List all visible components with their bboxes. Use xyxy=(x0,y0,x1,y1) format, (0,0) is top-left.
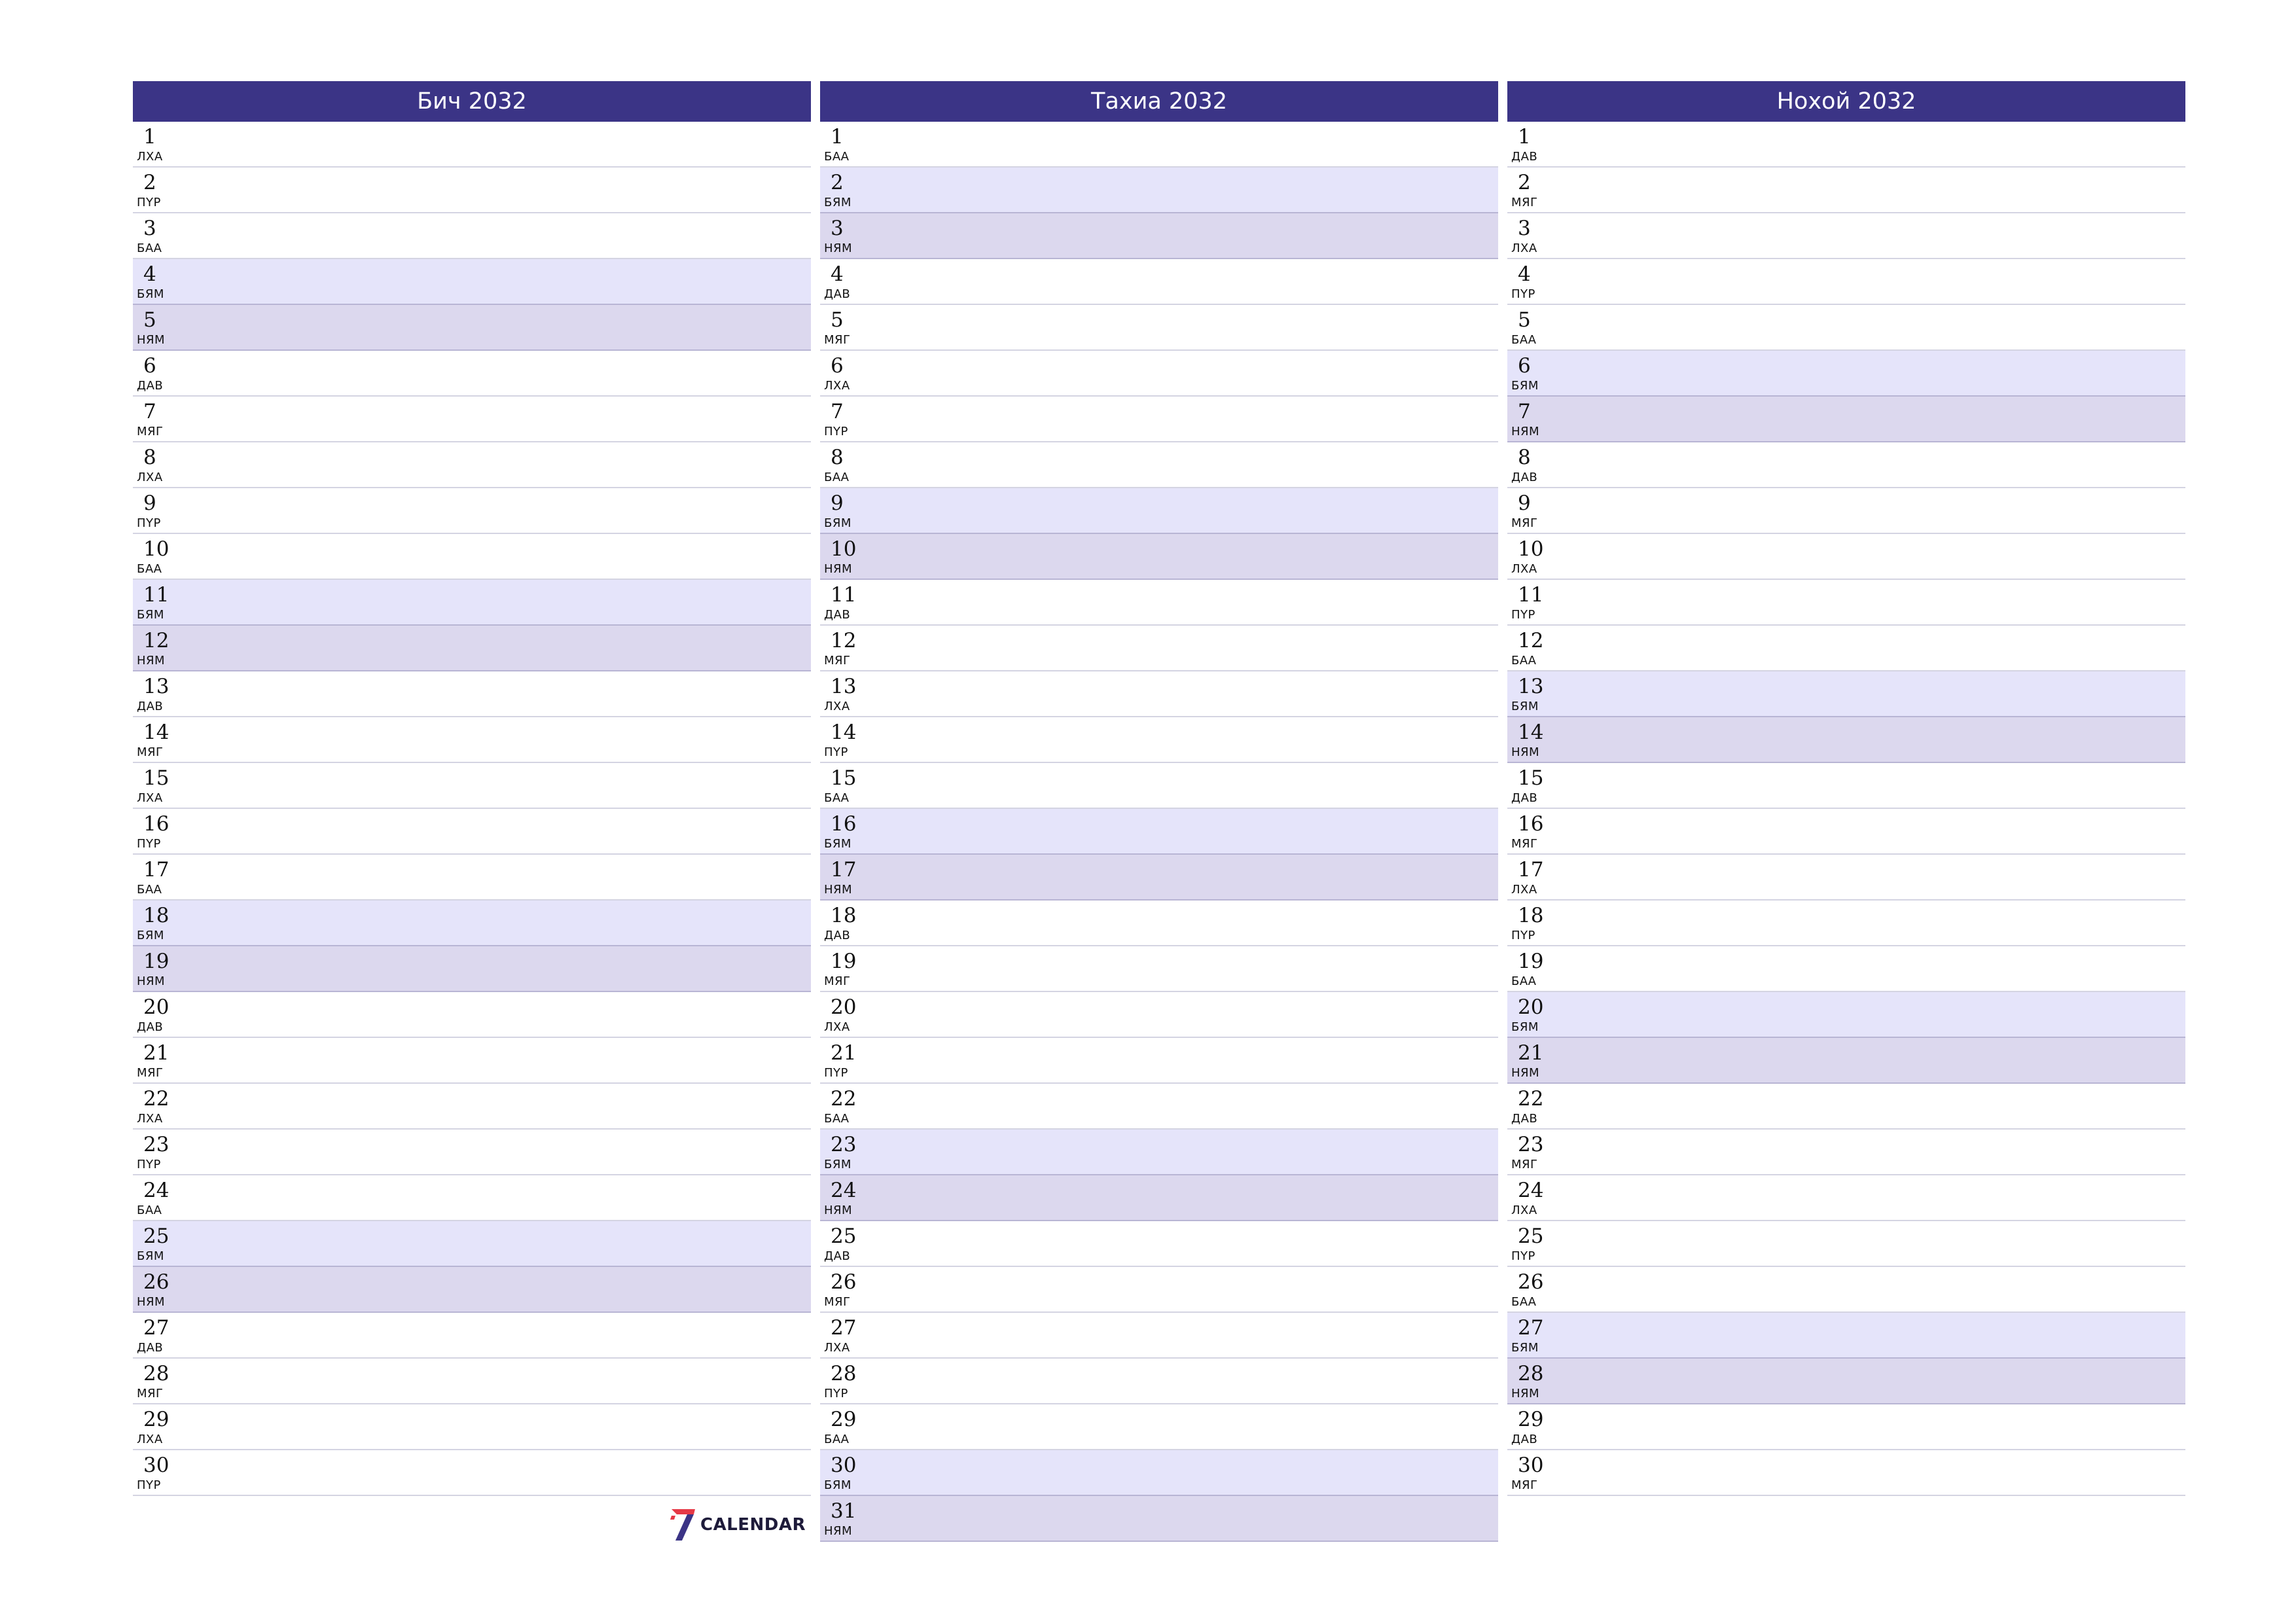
day-row[interactable] xyxy=(1507,1175,2185,1221)
day-row[interactable] xyxy=(1507,305,2185,351)
weekday-label: БЯМ xyxy=(824,516,852,530)
weekday-label: БЯМ xyxy=(137,929,164,942)
weekday-label: ПҮР xyxy=(824,745,848,759)
weekday-label: МЯГ xyxy=(137,1387,164,1400)
day-row-saturday[interactable] xyxy=(1507,1313,2185,1359)
day-list xyxy=(820,122,1498,1542)
day-row[interactable] xyxy=(820,1313,1498,1359)
day-number: 28 xyxy=(143,1362,170,1385)
day-number: 26 xyxy=(831,1270,857,1294)
day-row[interactable] xyxy=(1507,1221,2185,1267)
day-number: 9 xyxy=(143,491,156,515)
day-number: 23 xyxy=(831,1133,857,1156)
day-number: 5 xyxy=(143,308,156,332)
day-number: 2 xyxy=(1518,171,1531,194)
day-row[interactable] xyxy=(1507,763,2185,809)
weekday-label: ДАВ xyxy=(1511,1433,1538,1446)
weekday-label: ДАВ xyxy=(1511,150,1538,164)
day-list xyxy=(133,122,811,1496)
weekday-label: НЯМ xyxy=(1511,1066,1540,1080)
weekday-label: ЛХА xyxy=(137,150,163,164)
weekday-label: БЯМ xyxy=(137,608,164,622)
day-number: 4 xyxy=(143,262,156,286)
day-row-saturday[interactable] xyxy=(133,580,811,626)
day-number: 13 xyxy=(143,675,170,698)
weekday-label: ДАВ xyxy=(137,379,164,393)
weekday-label: БЯМ xyxy=(824,1478,852,1492)
weekday-label: ПҮР xyxy=(824,1387,848,1400)
weekday-label: МЯГ xyxy=(1511,196,1538,209)
day-number: 29 xyxy=(143,1408,170,1431)
day-number: 11 xyxy=(1518,583,1544,607)
day-number: 14 xyxy=(831,721,857,744)
day-row[interactable] xyxy=(1507,1084,2185,1130)
day-number: 17 xyxy=(1518,858,1544,882)
day-number: 24 xyxy=(1518,1179,1544,1202)
weekday-label: ПҮР xyxy=(1511,1249,1535,1263)
day-row[interactable] xyxy=(133,1175,811,1221)
weekday-label: МЯГ xyxy=(137,425,164,438)
day-number: 26 xyxy=(1518,1270,1544,1294)
day-number: 25 xyxy=(1518,1224,1544,1248)
day-row[interactable] xyxy=(1507,488,2185,534)
day-number: 17 xyxy=(831,858,857,882)
day-row[interactable] xyxy=(1507,946,2185,992)
weekday-label: ЛХА xyxy=(824,700,850,713)
day-number: 15 xyxy=(831,766,857,790)
day-number: 19 xyxy=(143,950,170,973)
day-number: 18 xyxy=(143,904,170,927)
day-row[interactable] xyxy=(133,1359,811,1404)
day-row-sunday[interactable] xyxy=(1507,397,2185,442)
day-row[interactable] xyxy=(133,168,811,213)
day-number: 25 xyxy=(831,1224,857,1248)
weekday-label: ЛХА xyxy=(137,1433,163,1446)
day-number: 27 xyxy=(1518,1316,1544,1340)
day-number: 22 xyxy=(143,1087,170,1111)
day-row[interactable] xyxy=(820,1404,1498,1450)
day-number: 2 xyxy=(831,171,844,194)
day-number: 5 xyxy=(831,308,844,332)
day-row[interactable] xyxy=(1507,1404,2185,1450)
day-row-sunday[interactable] xyxy=(1507,717,2185,763)
day-number: 21 xyxy=(831,1041,857,1065)
weekday-label: БАА xyxy=(824,471,850,484)
day-number: 21 xyxy=(1518,1041,1544,1065)
day-number: 23 xyxy=(1518,1133,1544,1156)
day-number: 7 xyxy=(831,400,844,423)
day-row[interactable] xyxy=(1507,534,2185,580)
day-number: 3 xyxy=(143,217,156,240)
day-row[interactable] xyxy=(1507,1450,2185,1496)
weekday-label: ДАВ xyxy=(824,287,851,301)
day-row-sunday[interactable] xyxy=(820,1175,1498,1221)
weekday-label: БАА xyxy=(137,241,162,255)
day-number: 27 xyxy=(143,1316,170,1340)
day-number: 4 xyxy=(1518,262,1531,286)
weekday-label: МЯГ xyxy=(824,974,851,988)
weekday-label: БАА xyxy=(824,150,850,164)
day-row[interactable] xyxy=(820,305,1498,351)
weekday-label: НЯМ xyxy=(824,1204,853,1217)
month-title: Бич 2032 xyxy=(133,81,811,122)
weekday-label: БЯМ xyxy=(1511,1341,1539,1355)
weekday-label: МЯГ xyxy=(1511,516,1538,530)
day-row[interactable] xyxy=(820,580,1498,626)
weekday-label: ЛХА xyxy=(137,471,163,484)
weekday-label: БАА xyxy=(1511,974,1537,988)
weekday-label: МЯГ xyxy=(824,1295,851,1309)
day-row[interactable] xyxy=(820,992,1498,1038)
day-row-sunday[interactable] xyxy=(1507,1359,2185,1404)
day-row[interactable] xyxy=(133,397,811,442)
day-number: 16 xyxy=(831,812,857,836)
day-number: 6 xyxy=(143,354,156,378)
day-row-sunday[interactable] xyxy=(820,213,1498,259)
day-number: 8 xyxy=(831,446,844,469)
month-column xyxy=(820,81,1498,1542)
weekday-label: БАА xyxy=(1511,333,1537,347)
day-number: 29 xyxy=(1518,1408,1544,1431)
day-number: 20 xyxy=(1518,995,1544,1019)
day-number: 11 xyxy=(143,583,170,607)
weekday-label: ПҮР xyxy=(137,1158,161,1171)
day-number: 14 xyxy=(143,721,170,744)
weekday-label: ПҮР xyxy=(1511,929,1535,942)
day-number: 12 xyxy=(1518,629,1544,652)
day-number: 8 xyxy=(1518,446,1531,469)
weekday-label: ПҮР xyxy=(137,196,161,209)
day-row[interactable] xyxy=(1507,122,2185,168)
day-number: 27 xyxy=(831,1316,857,1340)
day-row[interactable] xyxy=(820,1267,1498,1313)
day-row[interactable] xyxy=(820,901,1498,946)
weekday-label: ЛХА xyxy=(824,379,850,393)
day-row-sunday[interactable] xyxy=(133,946,811,992)
day-row[interactable] xyxy=(133,351,811,397)
day-row[interactable] xyxy=(1507,1267,2185,1313)
day-row[interactable] xyxy=(133,213,811,259)
day-row[interactable] xyxy=(133,992,811,1038)
day-number: 14 xyxy=(1518,721,1544,744)
day-row-sunday[interactable] xyxy=(1507,1038,2185,1084)
weekday-label: МЯГ xyxy=(1511,837,1538,851)
day-row[interactable] xyxy=(133,763,811,809)
logo-text: CALENDAR xyxy=(700,1515,806,1535)
weekday-label: НЯМ xyxy=(824,241,853,255)
day-row[interactable] xyxy=(133,809,811,855)
weekday-label: НЯМ xyxy=(824,1524,853,1538)
day-row[interactable] xyxy=(820,1359,1498,1404)
day-row[interactable] xyxy=(133,1130,811,1175)
weekday-label: ДАВ xyxy=(137,700,164,713)
weekday-label: НЯМ xyxy=(824,883,853,897)
weekday-label: ПҮР xyxy=(1511,608,1535,622)
day-row[interactable] xyxy=(133,717,811,763)
weekday-label: НЯМ xyxy=(1511,425,1540,438)
day-number: 13 xyxy=(831,675,857,698)
day-number: 7 xyxy=(1518,400,1531,423)
weekday-label: БАА xyxy=(1511,654,1537,668)
weekday-label: ЛХА xyxy=(1511,562,1537,576)
calendar-grid xyxy=(133,81,2185,1542)
day-number: 10 xyxy=(1518,537,1544,561)
day-number: 1 xyxy=(831,125,844,149)
weekday-label: ДАВ xyxy=(824,608,851,622)
weekday-label: НЯМ xyxy=(137,333,166,347)
day-row-sunday[interactable] xyxy=(820,855,1498,901)
day-row-saturday[interactable] xyxy=(133,1221,811,1267)
day-number: 12 xyxy=(143,629,170,652)
day-number: 15 xyxy=(143,766,170,790)
day-row[interactable] xyxy=(1507,213,2185,259)
day-row[interactable] xyxy=(820,397,1498,442)
day-number: 30 xyxy=(143,1454,170,1477)
weekday-label: БАА xyxy=(824,1112,850,1126)
day-number: 16 xyxy=(1518,812,1544,836)
weekday-label: БЯМ xyxy=(1511,1020,1539,1034)
day-number: 16 xyxy=(143,812,170,836)
day-row[interactable] xyxy=(820,122,1498,168)
weekday-label: ДАВ xyxy=(137,1341,164,1355)
day-row[interactable] xyxy=(1507,809,2185,855)
day-number: 21 xyxy=(143,1041,170,1065)
day-number: 1 xyxy=(1518,125,1531,149)
day-row[interactable] xyxy=(1507,442,2185,488)
day-row-saturday[interactable] xyxy=(820,488,1498,534)
day-number: 26 xyxy=(143,1270,170,1294)
weekday-label: ЛХА xyxy=(1511,883,1537,897)
day-row[interactable] xyxy=(820,626,1498,671)
day-row[interactable] xyxy=(133,1450,811,1496)
day-number: 19 xyxy=(1518,950,1544,973)
weekday-label: НЯМ xyxy=(137,1295,166,1309)
day-row[interactable] xyxy=(820,1038,1498,1084)
day-row-saturday[interactable] xyxy=(1507,671,2185,717)
day-number: 29 xyxy=(831,1408,857,1431)
day-number: 9 xyxy=(831,491,844,515)
day-number: 11 xyxy=(831,583,857,607)
weekday-label: МЯГ xyxy=(137,1066,164,1080)
day-row[interactable] xyxy=(1507,259,2185,305)
weekday-label: МЯГ xyxy=(1511,1478,1538,1492)
weekday-label: ПҮР xyxy=(1511,287,1535,301)
weekday-label: ЛХА xyxy=(824,1341,850,1355)
day-row-saturday[interactable] xyxy=(820,1130,1498,1175)
weekday-label: МЯГ xyxy=(824,654,851,668)
day-row[interactable] xyxy=(820,763,1498,809)
day-row[interactable] xyxy=(133,122,811,168)
weekday-label: ДАВ xyxy=(137,1020,164,1034)
weekday-label: ПҮР xyxy=(137,516,161,530)
day-row-saturday[interactable] xyxy=(820,809,1498,855)
weekday-label: БЯМ xyxy=(1511,379,1539,393)
day-row[interactable] xyxy=(1507,1130,2185,1175)
weekday-label: ДАВ xyxy=(1511,1112,1538,1126)
day-row[interactable] xyxy=(1507,580,2185,626)
day-number: 5 xyxy=(1518,308,1531,332)
day-number: 4 xyxy=(831,262,844,286)
day-number: 6 xyxy=(1518,354,1531,378)
day-number: 22 xyxy=(831,1087,857,1111)
day-row[interactable] xyxy=(820,351,1498,397)
day-number: 17 xyxy=(143,858,170,882)
day-row[interactable] xyxy=(820,946,1498,992)
day-number: 25 xyxy=(143,1224,170,1248)
weekday-label: ПҮР xyxy=(824,1066,848,1080)
day-number: 19 xyxy=(831,950,857,973)
day-row-saturday[interactable] xyxy=(1507,351,2185,397)
day-row[interactable] xyxy=(133,442,811,488)
day-row[interactable] xyxy=(133,671,811,717)
day-row[interactable] xyxy=(1507,626,2185,671)
weekday-label: БЯМ xyxy=(137,1249,164,1263)
weekday-label: НЯМ xyxy=(1511,745,1540,759)
day-row[interactable] xyxy=(1507,168,2185,213)
day-number: 3 xyxy=(1518,217,1531,240)
weekday-label: НЯМ xyxy=(1511,1387,1540,1400)
day-number: 3 xyxy=(831,217,844,240)
day-number: 1 xyxy=(143,125,156,149)
weekday-label: ДАВ xyxy=(1511,471,1538,484)
day-row[interactable] xyxy=(133,1404,811,1450)
day-row[interactable] xyxy=(820,1084,1498,1130)
weekday-label: БЯМ xyxy=(1511,700,1539,713)
day-number: 31 xyxy=(831,1499,857,1523)
weekday-label: БАА xyxy=(137,562,162,576)
day-number: 18 xyxy=(1518,904,1544,927)
day-number: 13 xyxy=(1518,675,1544,698)
day-number: 20 xyxy=(143,995,170,1019)
day-number: 2 xyxy=(143,171,156,194)
day-row-saturday[interactable] xyxy=(820,168,1498,213)
day-row-sunday[interactable] xyxy=(820,534,1498,580)
weekday-label: БЯМ xyxy=(824,1158,852,1171)
day-row-sunday[interactable] xyxy=(133,1267,811,1313)
weekday-label: НЯМ xyxy=(824,562,853,576)
day-row[interactable] xyxy=(133,1313,811,1359)
day-row-saturday[interactable] xyxy=(133,901,811,946)
weekday-label: ДАВ xyxy=(824,1249,851,1263)
day-number: 9 xyxy=(1518,491,1531,515)
day-row[interactable] xyxy=(133,534,811,580)
day-row[interactable] xyxy=(820,717,1498,763)
day-number: 24 xyxy=(831,1179,857,1202)
day-number: 28 xyxy=(1518,1362,1544,1385)
weekday-label: ДАВ xyxy=(1511,791,1538,805)
weekday-label: БАА xyxy=(824,1433,850,1446)
day-number: 30 xyxy=(831,1454,857,1477)
day-row[interactable] xyxy=(1507,901,2185,946)
day-row-saturday[interactable] xyxy=(1507,992,2185,1038)
month-column xyxy=(133,81,811,1542)
day-row[interactable] xyxy=(820,1221,1498,1267)
weekday-label: БЯМ xyxy=(824,196,852,209)
day-row-sunday[interactable] xyxy=(820,1496,1498,1542)
day-row-saturday[interactable] xyxy=(820,1450,1498,1496)
day-number: 22 xyxy=(1518,1087,1544,1111)
weekday-label: БАА xyxy=(137,1204,162,1217)
day-number: 8 xyxy=(143,446,156,469)
day-list xyxy=(1507,122,2185,1496)
weekday-label: ДАВ xyxy=(824,929,851,942)
weekday-label: ЛХА xyxy=(1511,1204,1537,1217)
day-number: 12 xyxy=(831,629,857,652)
weekday-label: МЯГ xyxy=(137,745,164,759)
day-row[interactable] xyxy=(133,1084,811,1130)
weekday-label: ЛХА xyxy=(824,1020,850,1034)
weekday-label: НЯМ xyxy=(137,654,166,668)
weekday-label: МЯГ xyxy=(824,333,851,347)
day-number: 18 xyxy=(831,904,857,927)
day-number: 7 xyxy=(143,400,156,423)
day-number: 10 xyxy=(143,537,170,561)
day-number: 6 xyxy=(831,354,844,378)
day-number: 20 xyxy=(831,995,857,1019)
weekday-label: ЛХА xyxy=(137,791,163,805)
day-row[interactable] xyxy=(820,442,1498,488)
day-number: 10 xyxy=(831,537,857,561)
weekday-label: БАА xyxy=(1511,1295,1537,1309)
day-number: 28 xyxy=(831,1362,857,1385)
weekday-label: БАА xyxy=(137,883,162,897)
weekday-label: МЯГ xyxy=(1511,1158,1538,1171)
day-row-saturday[interactable] xyxy=(133,259,811,305)
day-row-sunday[interactable] xyxy=(133,626,811,671)
day-row[interactable] xyxy=(820,671,1498,717)
day-row[interactable] xyxy=(133,1038,811,1084)
weekday-label: НЯМ xyxy=(137,974,166,988)
weekday-label: БЯМ xyxy=(824,837,852,851)
day-number: 15 xyxy=(1518,766,1544,790)
day-number: 24 xyxy=(143,1179,170,1202)
weekday-label: ЛХА xyxy=(137,1112,163,1126)
weekday-label: БАА xyxy=(824,791,850,805)
weekday-label: ПҮР xyxy=(824,425,848,438)
weekday-label: ЛХА xyxy=(1511,241,1537,255)
weekday-label: БЯМ xyxy=(137,287,164,301)
day-row[interactable] xyxy=(133,488,811,534)
calendar-logo[interactable] xyxy=(669,1507,806,1543)
day-row-sunday[interactable] xyxy=(133,305,811,351)
day-number: 30 xyxy=(1518,1454,1544,1477)
seven-logo-icon xyxy=(669,1507,696,1543)
month-column xyxy=(1507,81,2185,1542)
day-row[interactable] xyxy=(133,855,811,901)
day-row[interactable] xyxy=(1507,855,2185,901)
day-row[interactable] xyxy=(820,259,1498,305)
day-number: 23 xyxy=(143,1133,170,1156)
weekday-label: ПҮР xyxy=(137,837,161,851)
month-title: Нохой 2032 xyxy=(1507,81,2185,122)
month-title: Тахиа 2032 xyxy=(820,81,1498,122)
weekday-label: ПҮР xyxy=(137,1478,161,1492)
